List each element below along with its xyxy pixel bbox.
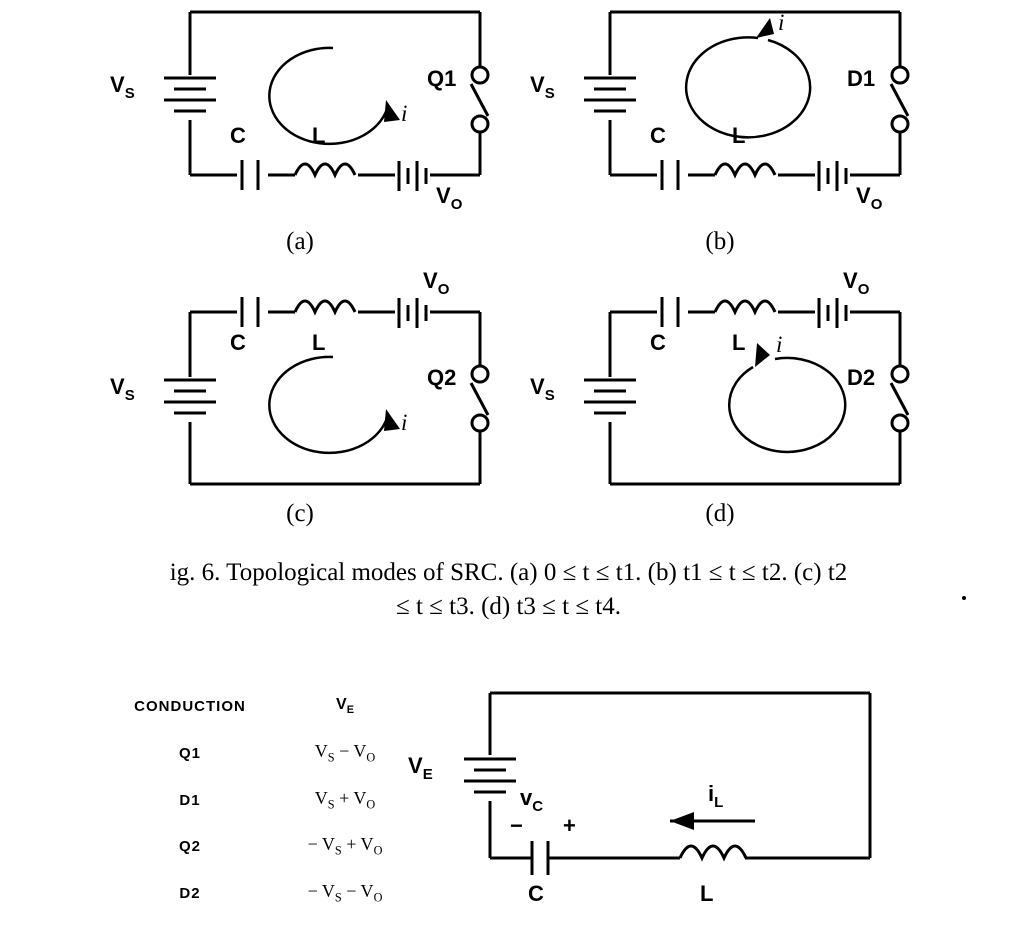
sublabel-d: (d) bbox=[705, 500, 735, 527]
label-q2-c: Q2 bbox=[427, 365, 457, 390]
inductor-l-b bbox=[715, 164, 775, 175]
label-l-a: L bbox=[312, 123, 326, 148]
capacitor-c-d bbox=[662, 297, 678, 327]
voltage-source-ve bbox=[464, 759, 516, 792]
table-header-ve: $V_E$ bbox=[336, 696, 354, 717]
conduction-table bbox=[120, 685, 440, 917]
table-header-row bbox=[120, 685, 430, 730]
margin-dot bbox=[962, 596, 966, 600]
switch-q2-c bbox=[471, 366, 488, 431]
switch-q1-a bbox=[471, 67, 488, 132]
inductor-l-d bbox=[715, 301, 775, 312]
capacitor-c-c bbox=[242, 297, 258, 327]
label-i-a: i bbox=[401, 101, 408, 126]
label-ve: $V_E$ bbox=[408, 753, 433, 783]
output-source-vo-a bbox=[399, 161, 426, 191]
output-source-vo-b bbox=[819, 161, 846, 191]
inductor-l-c bbox=[295, 301, 355, 312]
capacitor-c-a bbox=[242, 160, 258, 190]
label-c-d: C bbox=[650, 330, 666, 355]
label-c-equivalent: C bbox=[528, 881, 544, 906]
circuit-diagram-c bbox=[90, 268, 510, 522]
voltage-source-vs-d bbox=[584, 380, 636, 413]
label-d2-d: D2 bbox=[847, 365, 876, 390]
label-vs-b: $V_S$ bbox=[530, 72, 555, 102]
figure-caption-line2: ≤ t ≤ t3. (d) t3 ≤ t ≤ t4. bbox=[395, 593, 621, 620]
figure-caption-line1: ig. 6. Topological modes of SRC. (a) 0 ≤ t ≤ t1. (b) t1 ≤ t ≤ t2. (c) t2 bbox=[169, 559, 848, 586]
ve-cell: − $V_S - V_O$ bbox=[307, 880, 383, 905]
inductor-l-a bbox=[295, 164, 355, 175]
table-header-conduction: CONDUCTION bbox=[134, 697, 246, 715]
label-i-c: i bbox=[401, 410, 408, 435]
label-cap-minus: − bbox=[510, 813, 523, 838]
current-loop-arrow-a bbox=[269, 48, 400, 144]
label-c-c: C bbox=[230, 330, 246, 355]
equivalent-circuit-section bbox=[0, 665, 1017, 941]
table-row bbox=[120, 823, 430, 870]
current-loop-arrow-b bbox=[686, 18, 810, 137]
sublabel-b: (b) bbox=[705, 228, 735, 255]
label-c-b: C bbox=[650, 123, 666, 148]
label-l-b: L bbox=[732, 123, 746, 148]
inductor-l-equivalent bbox=[680, 846, 746, 858]
label-i-d: i bbox=[776, 332, 783, 357]
label-vo-d: $V_O$ bbox=[843, 268, 870, 298]
conduction-cell: D2 bbox=[179, 884, 201, 902]
label-l-equivalent: L bbox=[700, 881, 714, 906]
label-q1-a: Q1 bbox=[427, 66, 457, 91]
output-source-vo-d bbox=[819, 298, 846, 328]
label-vo-c: $V_O$ bbox=[423, 268, 450, 298]
label-vs-c: $V_S$ bbox=[110, 374, 135, 404]
label-vo-a: $V_O$ bbox=[436, 183, 463, 213]
sublabel-a: (a) bbox=[286, 228, 314, 255]
switch-d2-d bbox=[891, 366, 908, 431]
table-row bbox=[120, 870, 430, 917]
label-vo-b: $V_O$ bbox=[856, 183, 883, 213]
label-d1-b: D1 bbox=[847, 66, 876, 91]
circuit-diagram-d bbox=[510, 268, 930, 522]
ve-cell: $V_S + V_O$ bbox=[314, 787, 376, 812]
output-source-vo-c bbox=[399, 298, 426, 328]
voltage-source-vs-a bbox=[164, 78, 216, 111]
conduction-cell: Q2 bbox=[178, 838, 201, 856]
conduction-cell: Q1 bbox=[178, 744, 201, 762]
switch-d1-b bbox=[891, 67, 908, 132]
table-row bbox=[120, 730, 430, 777]
label-i-b: i bbox=[778, 10, 785, 35]
circuit-diagram-a bbox=[90, 0, 510, 250]
table-row bbox=[120, 777, 430, 824]
label-vc: $v_C$ bbox=[520, 785, 544, 815]
capacitor-c-b bbox=[662, 160, 678, 190]
figure-caption bbox=[0, 556, 1017, 624]
label-l-d: L bbox=[732, 330, 746, 355]
voltage-source-vs-b bbox=[584, 78, 636, 111]
equivalent-circuit-diagram bbox=[408, 673, 910, 933]
inductor-current-arrow bbox=[670, 812, 755, 830]
label-c-a: C bbox=[230, 123, 246, 148]
current-loop-arrow-c bbox=[269, 357, 400, 453]
label-vs-a: $V_S$ bbox=[110, 72, 135, 102]
ve-cell: $V_S - V_O$ bbox=[314, 741, 376, 765]
sublabel-c: (c) bbox=[286, 500, 314, 527]
label-vs-d: $V_S$ bbox=[530, 374, 555, 404]
label-l-c: L bbox=[312, 330, 326, 355]
conduction-cell: D1 bbox=[179, 791, 201, 809]
voltage-source-vs-c bbox=[164, 380, 216, 413]
ve-cell: − $V_S + V_O$ bbox=[307, 834, 383, 858]
circuit-diagram-b bbox=[510, 0, 930, 250]
capacitor-c-equivalent bbox=[532, 841, 548, 875]
label-il: $i_L$ bbox=[708, 781, 724, 811]
label-cap-plus: + bbox=[563, 813, 576, 838]
current-loop-arrow-d bbox=[729, 343, 845, 452]
